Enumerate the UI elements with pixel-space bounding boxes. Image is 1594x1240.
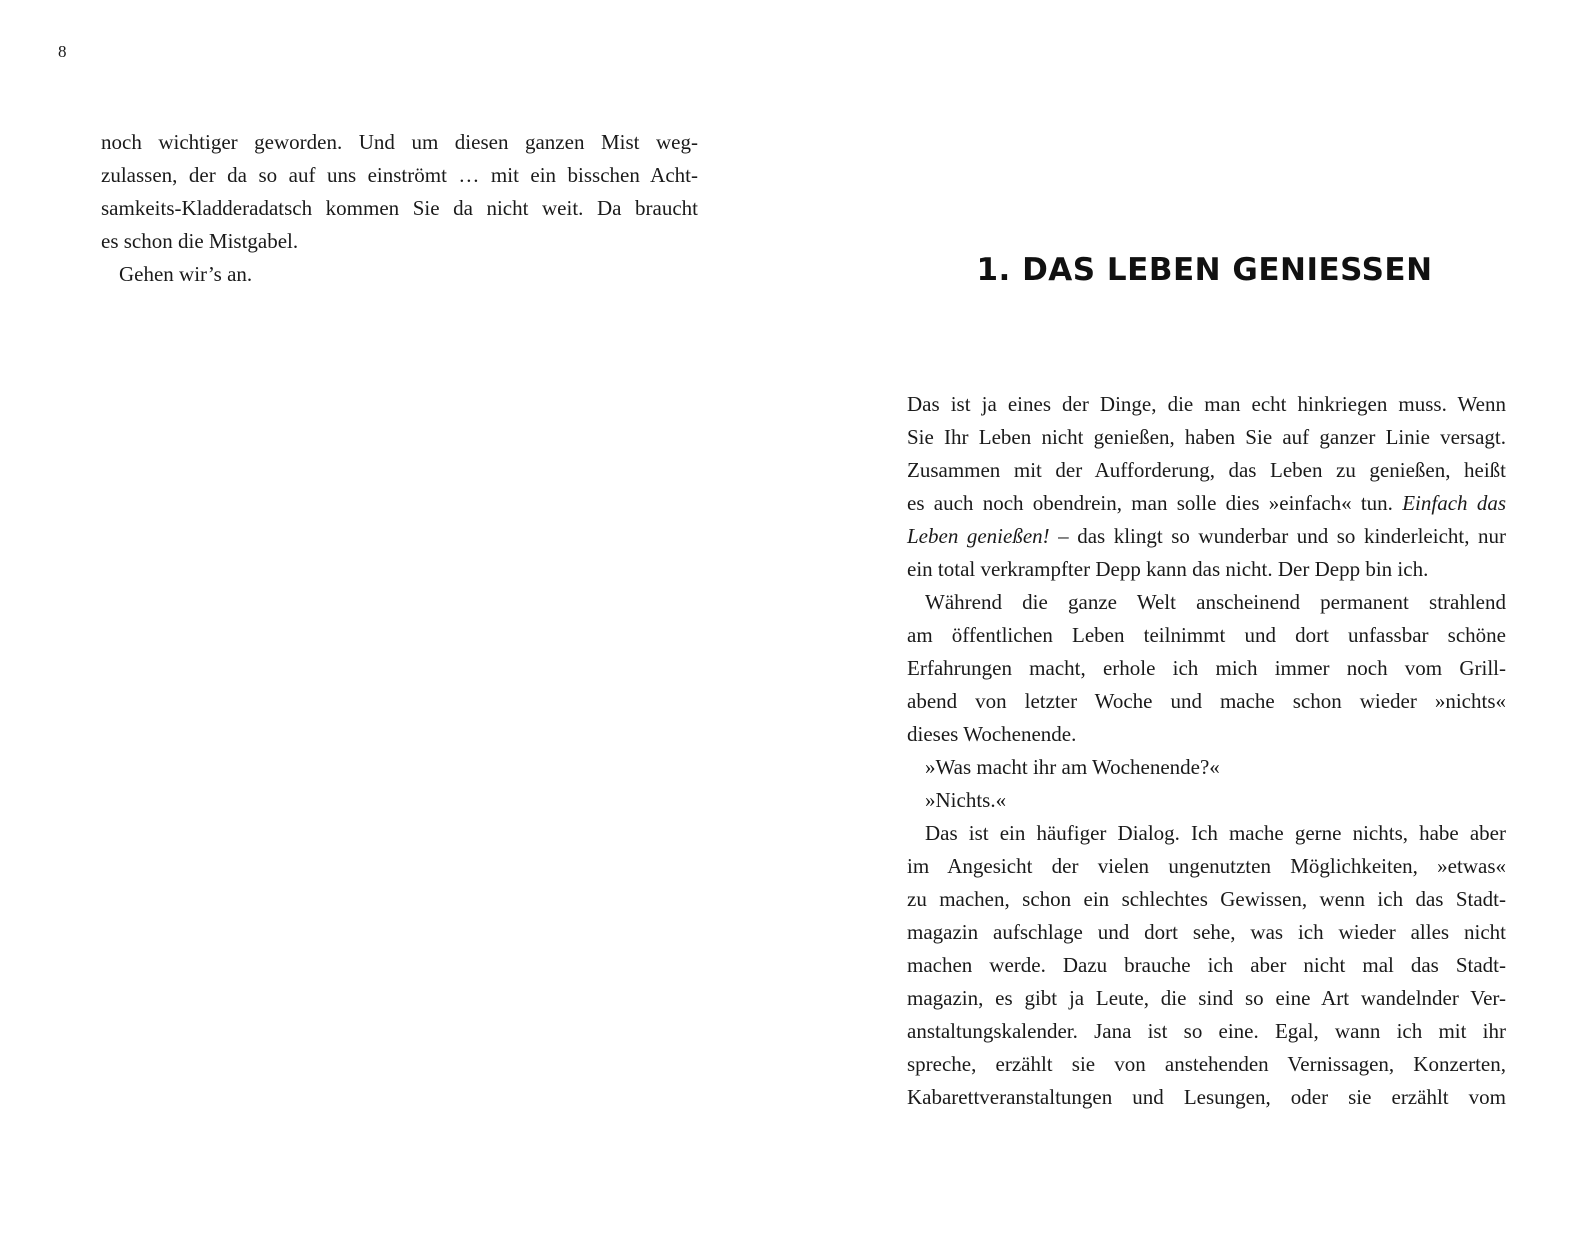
chapter-title: 1. DAS LEBEN GENIESSEN — [976, 252, 1433, 288]
text-line: es schon die Mistgabel. — [101, 229, 299, 253]
right-page — [797, 0, 1594, 1240]
text-line: Das ist ein häufiger Dialog. Ich mache gerne nichts, habe aber — [925, 821, 1506, 845]
text-line: Erfahrungen macht, erhole ich mich immer noch vom Grill- — [907, 656, 1506, 680]
italic-text: Leben genießen! — [907, 524, 1050, 548]
text-line: noch wichtiger geworden. Und um diesen ganzen Mist weg- — [101, 130, 698, 154]
dialog-line: »Nichts.« — [925, 788, 1007, 812]
dialog-line: »Was macht ihr am Wochenende?« — [925, 755, 1220, 779]
text-line: samkeits-Kladderadatsch kommen Sie da nicht weit. Da braucht — [101, 196, 698, 220]
text-line: Sie Ihr Leben nicht genießen, haben Sie auf ganzer Linie versagt. — [907, 425, 1506, 449]
text-segment: es auch noch obendrein, man solle dies »einfach« tun. — [907, 491, 1393, 515]
text-segment: – das klingt so wunderbar und so kinderleicht, nur — [1058, 524, 1507, 548]
text-line: Zusammen mit der Aufforderung, das Leben zu genießen, heißt — [907, 458, 1506, 482]
text-line — [907, 487, 1506, 520]
text-line: Kabarettveranstaltungen und Lesungen, oder sie erzählt vom — [907, 1085, 1506, 1109]
text-line: magazin, es gibt ja Leute, die sind so eine Art wandelnder Ver- — [907, 986, 1506, 1010]
text-line: ein total verkrampfter Depp kann das nicht. Der Depp bin ich. — [907, 557, 1429, 581]
text-line: im Angesicht der vielen ungenutzten Möglichkeiten, »etwas« — [907, 854, 1506, 878]
page-number: 8 — [58, 42, 67, 61]
italic-text: Einfach das — [1402, 491, 1506, 515]
text-line: am öffentlichen Leben teilnimmt und dort unfassbar schöne — [907, 623, 1506, 647]
text-line: anstaltungskalender. Jana ist so eine. Egal, wann ich mit ihr — [907, 1019, 1506, 1043]
text-line: spreche, erzählt sie von anstehenden Vernissagen, Konzerten, — [907, 1052, 1506, 1076]
text-line: abend von letzter Woche und mache schon wieder »nichts« — [907, 689, 1506, 713]
text-line: zulassen, der da so auf uns einströmt … mit ein bisschen Acht- — [101, 163, 698, 187]
text-line: machen werde. Dazu brauche ich aber nicht mal das Stadt- — [907, 953, 1506, 977]
text-line: magazin aufschlage und dort sehe, was ich wieder alles nicht — [907, 920, 1506, 944]
text-line: Während die ganze Welt anscheinend permanent strahlend — [925, 590, 1506, 614]
text-line: dieses Wochenende. — [907, 722, 1077, 746]
text-line: zu machen, schon ein schlechtes Gewissen, wenn ich das Stadt- — [907, 887, 1506, 911]
text-line: Gehen wir’s an. — [119, 262, 253, 286]
text-line — [907, 520, 1506, 553]
text-line: Das ist ja eines der Dinge, die man echt hinkriegen muss. Wenn — [907, 392, 1506, 416]
